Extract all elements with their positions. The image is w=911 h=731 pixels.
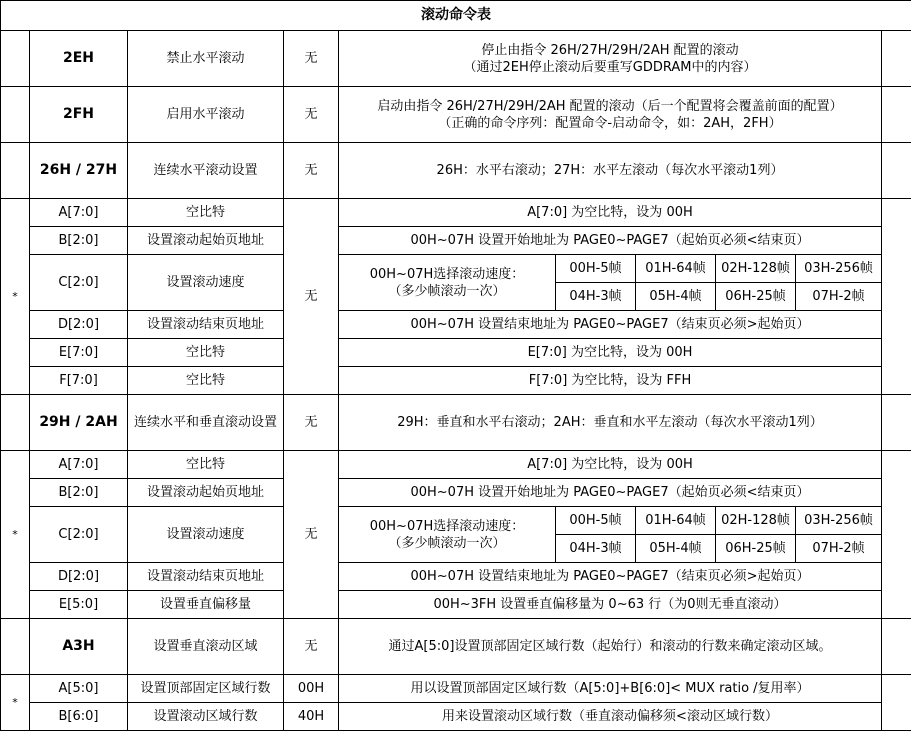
param-name-29-d: 设置滚动结束页地址 [128,563,284,591]
param-name-26-c: 设置滚动速度 [128,255,284,311]
empty-cell [1,143,30,199]
param-default-a3-a: 00H [284,675,339,703]
speed-option: 04H-3帧 [556,535,636,563]
param-desc-a3-a: 用以设置顶部固定区域行数（A[5:0]+B[6:0]< MUX ratio /复用率） [339,675,882,703]
param-name-29-a: 空比特 [128,451,284,479]
param-code-26-b: B[2:0] [30,227,128,255]
command-desc-2f-line1: 启动由指令 26H/27H/29H/2AH 配置的滚动（后一个配置将会覆盖前面的配置） [341,98,879,115]
command-desc-2e [339,31,882,87]
command-desc-a3: 通过A[5:0]设置顶部固定区域行数（起始行）和滚动的行数来确定滚动区域。 [339,619,882,675]
param-desc-29-c-line1: 00H~07H选择滚动速度： [341,518,553,535]
param-desc-26-c-line2: （多少帧滚动一次） [341,283,553,300]
param-marker-a3: * [1,675,30,731]
empty-cell [882,395,911,451]
speed-option: 00H-5帧 [556,255,636,283]
empty-cell [882,619,911,675]
empty-cell [882,87,911,143]
param-desc-26-f: F[7:0] 为空比特，设为 FFH [339,367,882,395]
param-code-a3-a: A[5:0] [30,675,128,703]
param-code-a3-b: B[6:0] [30,703,128,731]
empty-cell [1,395,30,451]
param-name-a3-b: 设置滚动区域行数 [128,703,284,731]
param-desc-26-d: 00H~07H 设置结束地址为 PAGE0~PAGE7（结束页必须>起始页） [339,311,882,339]
speed-option: 06H-25帧 [716,535,796,563]
param-marker-26: * [1,199,30,395]
param-name-26-f: 空比特 [128,367,284,395]
param-name-26-d: 设置滚动结束页地址 [128,311,284,339]
empty-cell [882,675,911,731]
param-desc-26-b: 00H~07H 设置开始地址为 PAGE0~PAGE7（起始页必须<结束页） [339,227,882,255]
param-code-29-d: D[2:0] [30,563,128,591]
speed-option: 06H-25帧 [716,283,796,311]
speed-option: 03H-256帧 [796,507,882,535]
param-desc-29-d: 00H~07H 设置结束地址为 PAGE0~PAGE7（结束页必须>起始页） [339,563,882,591]
command-default-2f: 无 [284,87,339,143]
param-desc-26-a: A[7:0] 为空比特，设为 00H [339,199,882,227]
speed-option: 00H-5帧 [556,507,636,535]
command-name-2f: 启用水平滚动 [128,87,284,143]
command-desc-29: 29H：垂直和水平右滚动；2AH：垂直和水平左滚动（每次水平滚动1列） [339,395,882,451]
param-desc-29-c [339,507,556,563]
empty-cell [882,451,911,619]
param-default-29: 无 [284,451,339,619]
empty-cell [1,619,30,675]
command-default-2e: 无 [284,31,339,87]
command-desc-2f [339,87,882,143]
command-default-a3: 无 [284,619,339,675]
command-desc-2f-line2: （正确的命令序列：配置命令-启动命令，如：2AH，2FH） [341,115,879,132]
param-desc-29-a: A[7:0] 为空比特，设为 00H [339,451,882,479]
param-code-29-e: E[5:0] [30,591,128,619]
param-name-26-e: 空比特 [128,339,284,367]
param-marker-29: * [1,451,30,619]
command-desc-2e-line2: （通过2EH停止滚动后要重写GDDRAM中的内容） [341,59,879,76]
param-name-29-b: 设置滚动起始页地址 [128,479,284,507]
param-code-26-c: C[2:0] [30,255,128,311]
command-desc-2e-line1: 停止由指令 26H/27H/29H/2AH 配置的滚动 [341,42,879,59]
param-code-26-d: D[2:0] [30,311,128,339]
command-code-a3: A3H [30,619,128,675]
param-default-a3-b: 40H [284,703,339,731]
command-default-26: 无 [284,143,339,199]
command-name-2e: 禁止水平滚动 [128,31,284,87]
command-name-26: 连续水平滚动设置 [128,143,284,199]
command-default-29: 无 [284,395,339,451]
speed-option: 04H-3帧 [556,283,636,311]
param-code-29-a: A[7:0] [30,451,128,479]
speed-option: 01H-64帧 [636,507,716,535]
param-code-29-b: B[2:0] [30,479,128,507]
empty-cell [882,143,911,199]
param-desc-26-c [339,255,556,311]
param-desc-29-c-line2: （多少帧滚动一次） [341,535,553,552]
param-code-26-a: A[7:0] [30,199,128,227]
param-name-a3-a: 设置顶部固定区域行数 [128,675,284,703]
command-name-a3: 设置垂直滚动区域 [128,619,284,675]
param-desc-26-e: E[7:0] 为空比特，设为 00H [339,339,882,367]
speed-option: 05H-4帧 [636,283,716,311]
param-desc-a3-b: 用来设置滚动区域行数（垂直滚动偏移须<滚动区域行数） [339,703,882,731]
empty-cell [1,31,30,87]
param-name-29-e: 设置垂直偏移量 [128,591,284,619]
param-desc-29-e: 00H~3FH 设置垂直偏移量为 0~63 行（为0则无垂直滚动） [339,591,882,619]
speed-option: 07H-2帧 [796,535,882,563]
param-desc-29-b: 00H~07H 设置开始地址为 PAGE0~PAGE7（起始页必须<结束页） [339,479,882,507]
empty-cell [1,87,30,143]
speed-option: 05H-4帧 [636,535,716,563]
empty-cell [882,31,911,87]
param-name-29-c: 设置滚动速度 [128,507,284,563]
param-code-26-f: F[7:0] [30,367,128,395]
command-code-2f: 2FH [30,87,128,143]
param-name-26-b: 设置滚动起始页地址 [128,227,284,255]
empty-cell [882,199,911,395]
speed-option: 02H-128帧 [716,507,796,535]
command-code-29: 29H / 2AH [30,395,128,451]
command-name-29: 连续水平和垂直滚动设置 [128,395,284,451]
command-desc-26: 26H：水平右滚动；27H：水平左滚动（每次水平滚动1列） [339,143,882,199]
param-desc-26-c-line1: 00H~07H选择滚动速度： [341,266,553,283]
param-name-26-a: 空比特 [128,199,284,227]
command-code-2e: 2EH [30,31,128,87]
table-title: 滚动命令表 [1,1,911,31]
param-default-26: 无 [284,199,339,395]
speed-option: 07H-2帧 [796,283,882,311]
speed-option: 03H-256帧 [796,255,882,283]
speed-option: 02H-128帧 [716,255,796,283]
param-code-26-e: E[7:0] [30,339,128,367]
param-code-29-c: C[2:0] [30,507,128,563]
speed-option: 01H-64帧 [636,255,716,283]
command-code-26: 26H / 27H [30,143,128,199]
